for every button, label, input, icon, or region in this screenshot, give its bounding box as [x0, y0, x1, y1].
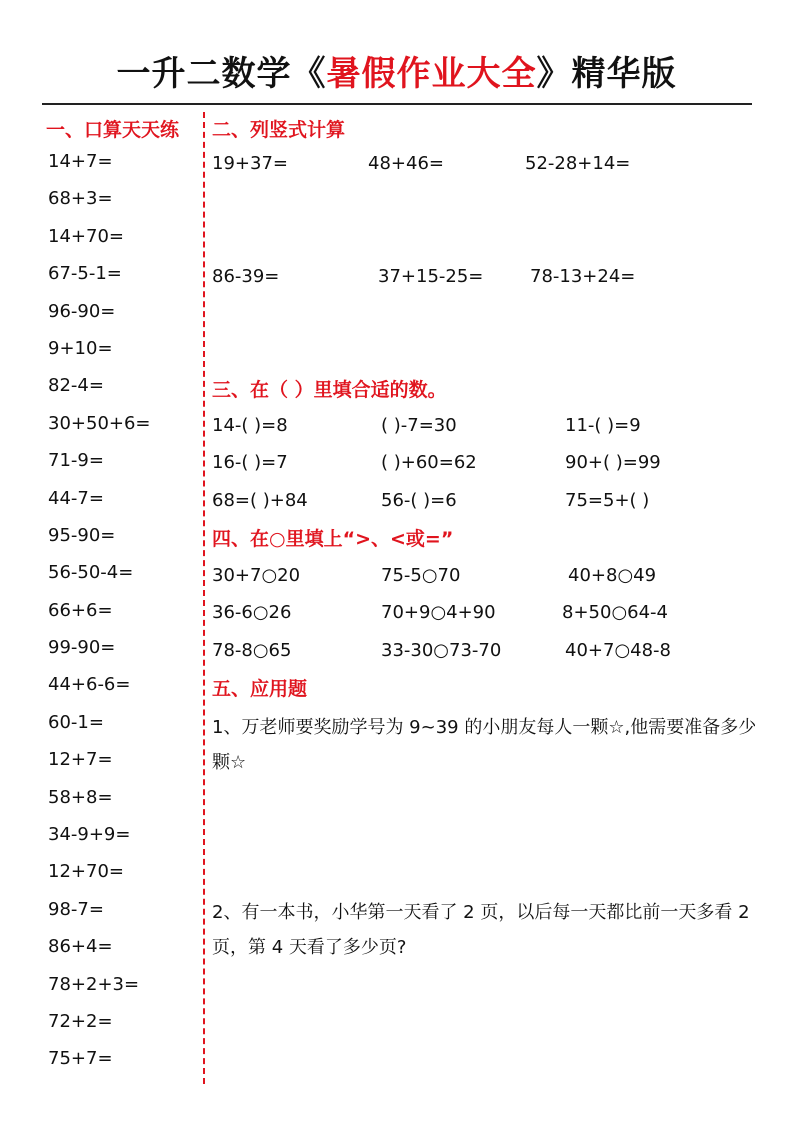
- vertical-calc-item: 86-39=: [212, 266, 280, 287]
- list-item: 71-9=: [48, 450, 104, 472]
- fill-blank-item: 56-( )=6: [381, 490, 457, 511]
- list-item: 95-90=: [48, 524, 116, 546]
- list-item: 44-7=: [48, 487, 104, 509]
- fill-blank-item: 11-( )=9: [565, 415, 641, 436]
- fill-blank-item: 68=( )+84: [212, 490, 308, 511]
- list-item: 14+7=: [48, 151, 113, 172]
- list-item: 68+3=: [48, 188, 113, 210]
- fill-blank-item: ( )+60=62: [381, 452, 477, 473]
- compare-item: 36-6○26: [212, 602, 292, 623]
- list-item: 96-90=: [48, 300, 116, 322]
- list-item: 66+6=: [48, 599, 113, 621]
- list-item: 60-1=: [48, 711, 104, 733]
- list-item: 12+70=: [48, 861, 124, 883]
- vertical-calc-item: 52-28+14=: [525, 153, 631, 174]
- list-item: 9+10=: [48, 337, 113, 359]
- vertical-calc-item: 37+15-25=: [378, 266, 484, 287]
- fill-blank-item: 75=5+( ): [565, 490, 650, 511]
- list-item: 86+4=: [48, 936, 113, 958]
- fill-blank-item: 16-( )=7: [212, 452, 288, 473]
- title-underline: [42, 103, 752, 105]
- title-suffix: 》精华版: [536, 54, 677, 94]
- section2-heading: 二、列竖式计算: [212, 119, 346, 141]
- vertical-calc-item: 78-13+24=: [530, 266, 636, 287]
- list-item: 82-4=: [48, 375, 104, 397]
- list-item: 44+6-6=: [48, 674, 131, 696]
- section1-heading: 一、口算天天练: [46, 119, 180, 141]
- list-item: 56-50-4=: [48, 562, 134, 584]
- list-item: 98-7=: [48, 898, 104, 920]
- mental-math-list: [48, 150, 151, 1085]
- compare-item: 8+50○64-4: [562, 602, 668, 623]
- column-divider: [203, 112, 205, 1084]
- compare-item: 78-8○65: [212, 640, 292, 661]
- section5-heading: 五、应用题: [212, 678, 308, 700]
- list-item: 72+2=: [48, 1010, 113, 1032]
- compare-item: 40+7○48-8: [565, 640, 671, 661]
- list-item: 67-5-1=: [48, 263, 122, 285]
- section4-heading: 四、在○里填上“>、<或=”: [212, 528, 454, 550]
- fill-blank-item: ( )-7=30: [381, 415, 457, 436]
- list-item: 14+70=: [48, 225, 124, 247]
- list-item: 75+7=: [48, 1048, 113, 1070]
- title-prefix: 一升二数学《: [116, 54, 327, 94]
- compare-item: 70+9○4+90: [381, 602, 496, 623]
- list-item: 78+2+3=: [48, 973, 140, 995]
- vertical-calc-item: 19+37=: [212, 153, 288, 174]
- word-problem-1: 1、万老师要奖励学号为 9~39 的小朋友每人一颗☆,他需要准备多少颗☆: [212, 717, 757, 773]
- fill-blank-item: 14-( )=8: [212, 415, 288, 436]
- list-item: 58+8=: [48, 786, 113, 808]
- compare-item: 40+8○49: [568, 565, 657, 586]
- compare-item: 33-30○73-70: [381, 640, 502, 661]
- word-problem-2: 2、有一本书，小华第一天看了 2 页，以后每一天都比前一天多看 2 页，第 4 天看了多少页?: [212, 902, 750, 958]
- page-title: [0, 52, 793, 96]
- list-item: 34-9+9=: [48, 824, 131, 846]
- section3-heading: 三、在（ ）里填合适的数。: [212, 379, 447, 401]
- vertical-calc-item: 48+46=: [368, 153, 444, 174]
- compare-item: 75-5○70: [381, 565, 461, 586]
- list-item: 30+50+6=: [48, 412, 151, 434]
- compare-item: 30+7○20: [212, 565, 301, 586]
- title-highlight: 暑假作业大全: [326, 54, 537, 94]
- fill-blank-item: 90+( )=99: [565, 452, 661, 473]
- list-item: 99-90=: [48, 637, 116, 659]
- list-item: 12+7=: [48, 749, 113, 771]
